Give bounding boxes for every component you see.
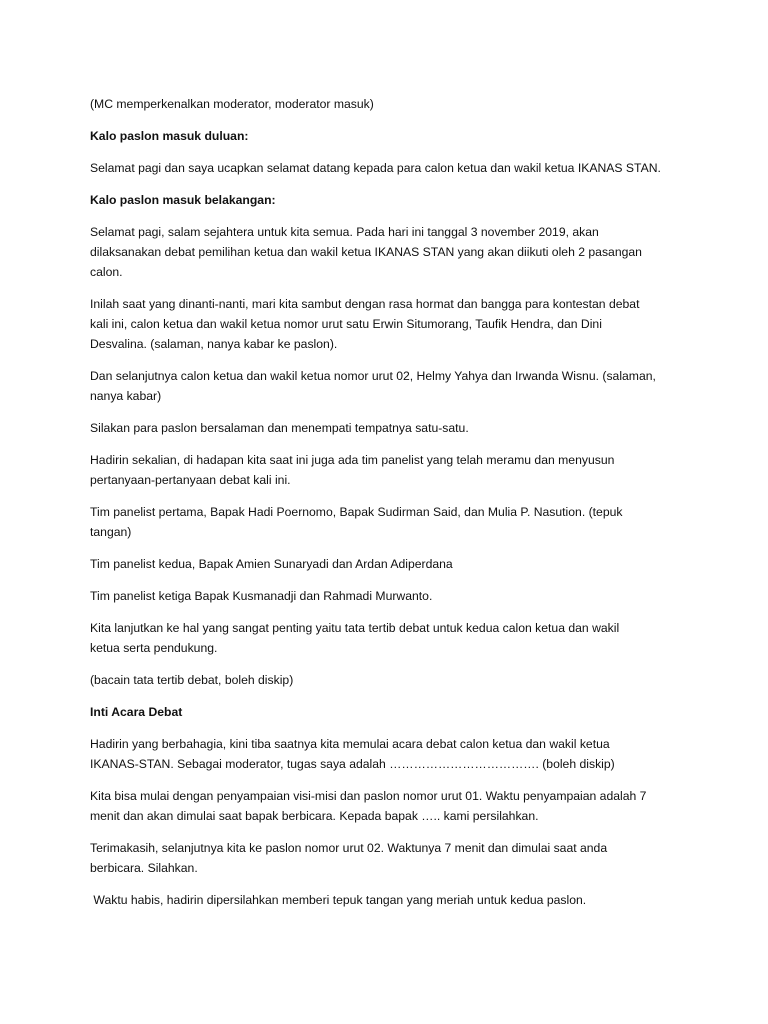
heading-paslon-masuk-belakangan: Kalo paslon masuk belakangan: [90, 193, 276, 207]
paragraph-rules-note: (bacain tata tertib debat, boleh diskip) [90, 673, 294, 687]
paragraph-panelist-team-1: Tim panelist pertama, Bapak Hadi Poernomo, Bapak Sudirman Said, dan Mulia P. Nasution. (tepuk tangan) [90, 505, 623, 539]
paragraph-candidate-01: Inilah saat yang dinanti-nanti, mari kita sambut dengan rasa hormat dan bangga para kontestan debat kali ini, calon ketua dan wakil ketua nomor urut satu Erwin Situmorang, Taufik Hendra, dan Dini Desvalina. (salaman, nanya kabar ke paslon). [90, 297, 640, 351]
paragraph-greeting-late: Selamat pagi, salam sejahtera untuk kita semua. Pada hari ini tanggal 3 november 2019, akan dilaksanakan debat pemilihan ketua dan wakil ketua IKANAS STAN yang akan diikuti oleh 2 pasangan calon. [90, 225, 642, 279]
paragraph-panelist-team-2: Tim panelist kedua, Bapak Amien Sunaryadi dan Ardan Adiperdana [90, 557, 453, 571]
heading-paslon-masuk-duluan: Kalo paslon masuk duluan: [90, 129, 249, 143]
paragraph-vision-mission-02: Terimakasih, selanjutnya kita ke paslon nomor urut 02. Waktunya 7 menit dan dimulai saat anda berbicara. Silahkan. [90, 841, 608, 875]
paragraph-time-up: Waktu habis, hadirin dipersilahkan memberi tepuk tangan yang meriah untuk kedua paslon. [90, 893, 587, 907]
paragraph-debate-start: Hadirin yang berbahagia, kini tiba saatnya kita memulai acara debat calon ketua dan wakil ketua IKANAS-STAN. Sebagai moderator, tugas saya adalah ………………………………. (boleh diskip) [90, 737, 615, 771]
paragraph-handshake: Silakan para paslon bersalaman dan menempati tempatnya satu-satu. [90, 421, 469, 435]
paragraph-panelists-intro: Hadirin sekalian, di hadapan kita saat ini juga ada tim panelist yang telah meramu dan menyusun pertanyaan-pertanyaan debat kali ini. [90, 453, 615, 487]
heading-inti-acara-debat: Inti Acara Debat [90, 705, 183, 719]
paragraph-greeting-early: Selamat pagi dan saya ucapkan selamat datang kepada para calon ketua dan wakil ketua IKANAS STAN. [90, 161, 661, 175]
paragraph-vision-mission-01: Kita bisa mulai dengan penyampaian visi-misi dan paslon nomor urut 01. Waktu penyampaian adalah 7 menit dan akan dimulai saat bapak berbicara. Kepada bapak ….. kami persilahkan. [90, 789, 647, 823]
paragraph-panelist-team-3: Tim panelist ketiga Bapak Kusmanadji dan Rahmadi Murwanto. [90, 589, 433, 603]
paragraph-mc-intro: (MC memperkenalkan moderator, moderator masuk) [90, 97, 374, 111]
paragraph-candidate-02: Dan selanjutnya calon ketua dan wakil ketua nomor urut 02, Helmy Yahya dan Irwanda Wisnu. (salaman, nanya kabar) [90, 369, 656, 403]
paragraph-rules-intro: Kita lanjutkan ke hal yang sangat penting yaitu tata tertib debat untuk kedua calon ketua dan wakil ketua serta pendukung. [90, 621, 620, 655]
